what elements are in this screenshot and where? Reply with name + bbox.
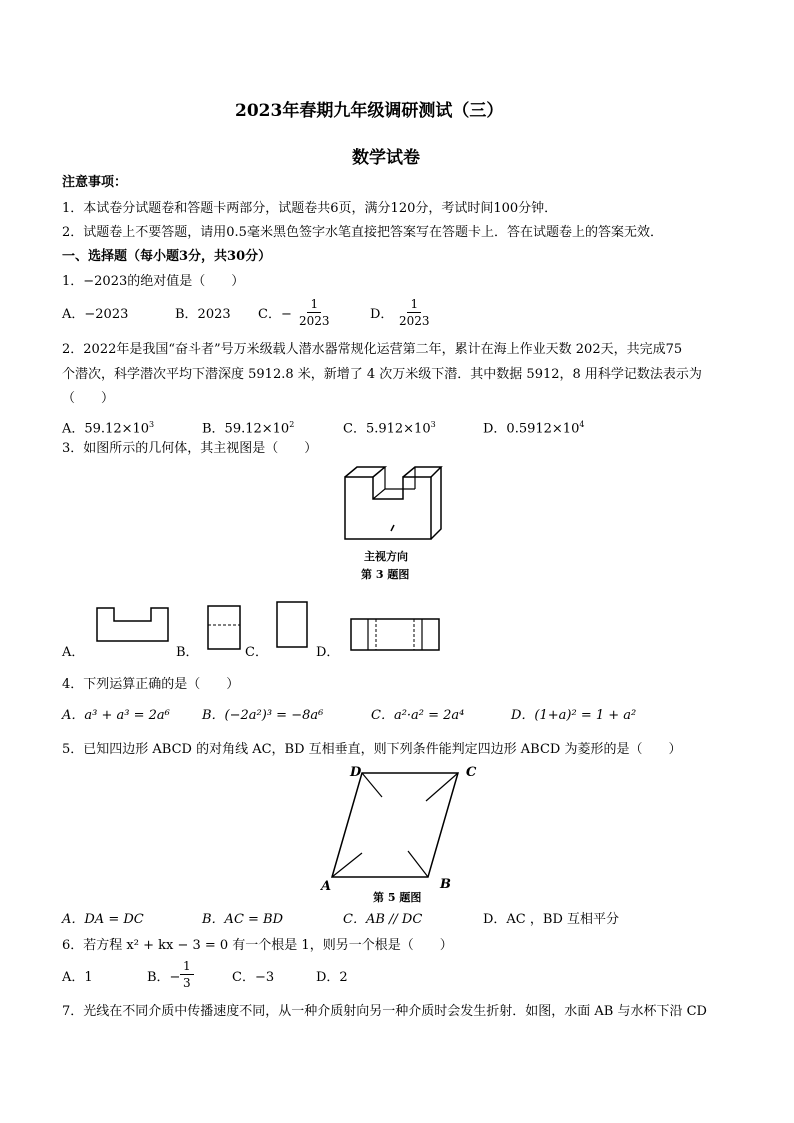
q1-option-d-label: D． [370, 307, 394, 322]
exam-subtitle: 数学试卷 [352, 148, 420, 168]
q6-b-denominator: 3 [183, 976, 191, 990]
q5-vertex-b: B [440, 877, 451, 892]
q4-option-b: B．(−2a²)³ = −8a⁶ [202, 708, 324, 723]
q4-stem: 4．下列运算正确的是（ ） [62, 677, 240, 692]
q1-option-c-label: C．− [258, 307, 292, 322]
q2-option-a: A．$59.12\times 10^3$ [62, 420, 155, 437]
q6-b-numerator: 1 [180, 958, 194, 975]
q6-option-b-label: B．− [147, 970, 181, 985]
q5-stem: 5．已知四边形 ABCD 的对角线 AC，BD 互相垂直，则下列条件能判定四边形 ABCD 为菱形的是（ ） [62, 742, 682, 757]
q1-option-d-fraction [396, 296, 433, 329]
q3-stem: 3．如图所示的几何体，其主视图是（ ） [62, 441, 318, 456]
q3-option-d-figure [350, 618, 442, 652]
q6-stem: 6．若方程 x² + kx − 3 = 0 有一个根是 1，则另一个根是（ ） [62, 938, 453, 953]
note-item-2: 2．试题卷上不要答题，请用0.5毫米黑色签字水笔直接把答案写在答题卡上．答在试题卷上的答案无效． [62, 225, 663, 240]
q1-d-numerator: 1 [407, 296, 421, 313]
q1-option-b: B．2023 [175, 307, 231, 322]
q5-option-c: C．AB // DC [343, 912, 423, 927]
q3-option-d-label: D． [316, 645, 340, 660]
q1-c-denominator: 2023 [299, 314, 330, 328]
q5-rhombus-figure [318, 765, 468, 887]
section-heading-choice: 一、选择题（每小题3分，共30分） [62, 249, 272, 264]
q2-stem-line-2: 个潜次，科学潜次平均下潜深度 5912.8 米，新增了 4 次万米级下潜．其中数据 5912，8 用科学记数法表示为 [62, 367, 702, 382]
q3-option-a-label: A． [62, 645, 85, 660]
q6-option-a: A．1 [62, 970, 93, 985]
q6-option-d: D．2 [316, 970, 348, 985]
q1-stem: 1．−2023的绝对值是（ ） [62, 274, 245, 289]
q3-option-c-label: C． [245, 645, 268, 660]
q5-option-b: B．AC = BD [202, 912, 284, 927]
q2-option-c: C．$5.912\times 10^3$ [343, 420, 436, 437]
q5-vertex-c: C [466, 765, 477, 780]
q6-option-c: C．−3 [232, 970, 275, 985]
q3-option-a-figure [96, 607, 170, 643]
q2-stem-line-1: 2．2022年是我国“奋斗者”号万米级载人潜水器常规化运营第二年，累计在海上作业天数 202天，共完成75 [62, 342, 683, 357]
q5-figure-caption: 第 5 题图 [373, 891, 422, 904]
q5-vertex-d: D [350, 765, 362, 780]
q2-option-b: B．$59.12\times 10^2$ [202, 420, 295, 437]
q5-option-d: D．AC ，BD 互相平分 [483, 912, 619, 927]
notes-heading: 注意事项： [62, 175, 128, 190]
note-item-1: 1．本试卷分试题卷和答题卡两部分，试题卷共6页，满分120分，考试时间100分钟． [62, 201, 558, 216]
q5-vertex-a: A [321, 879, 332, 894]
q4-option-a: A．a³ + a³ = 2a⁶ [62, 708, 170, 723]
exam-title: 2023年春期九年级调研测试（三） [235, 101, 504, 121]
q2-option-d: D．$0.5912\times 10^4$ [483, 420, 585, 437]
q4-option-d: D．(1+a)² = 1 + a² [511, 708, 637, 723]
q7-stem-line-1: 7．光线在不同介质中传播速度不同，从一种介质射向另一种介质时会发生折射．如图，水面 AB 与水杯下沿 CD [62, 1004, 707, 1019]
q3-solid-figure [343, 465, 443, 545]
q4-option-c: C．a²·a² = 2a⁴ [371, 708, 465, 723]
q3-figure-caption-direction: 主视方向 [364, 550, 408, 563]
q2-stem-line-3: （ ） [62, 391, 115, 406]
q1-option-a: A．−2023 [62, 307, 129, 322]
q3-option-c-figure [276, 601, 310, 649]
q1-option-c-fraction [296, 296, 333, 329]
q1-d-denominator: 2023 [399, 314, 430, 328]
q3-figure-caption: 第 3 题图 [361, 568, 410, 581]
q3-option-b-label: B． [176, 645, 199, 660]
q1-c-numerator: 1 [307, 296, 321, 313]
q5-option-a: A．DA = DC [62, 912, 144, 927]
q3-option-b-figure [207, 605, 243, 651]
q6-option-b-fraction [180, 958, 194, 991]
